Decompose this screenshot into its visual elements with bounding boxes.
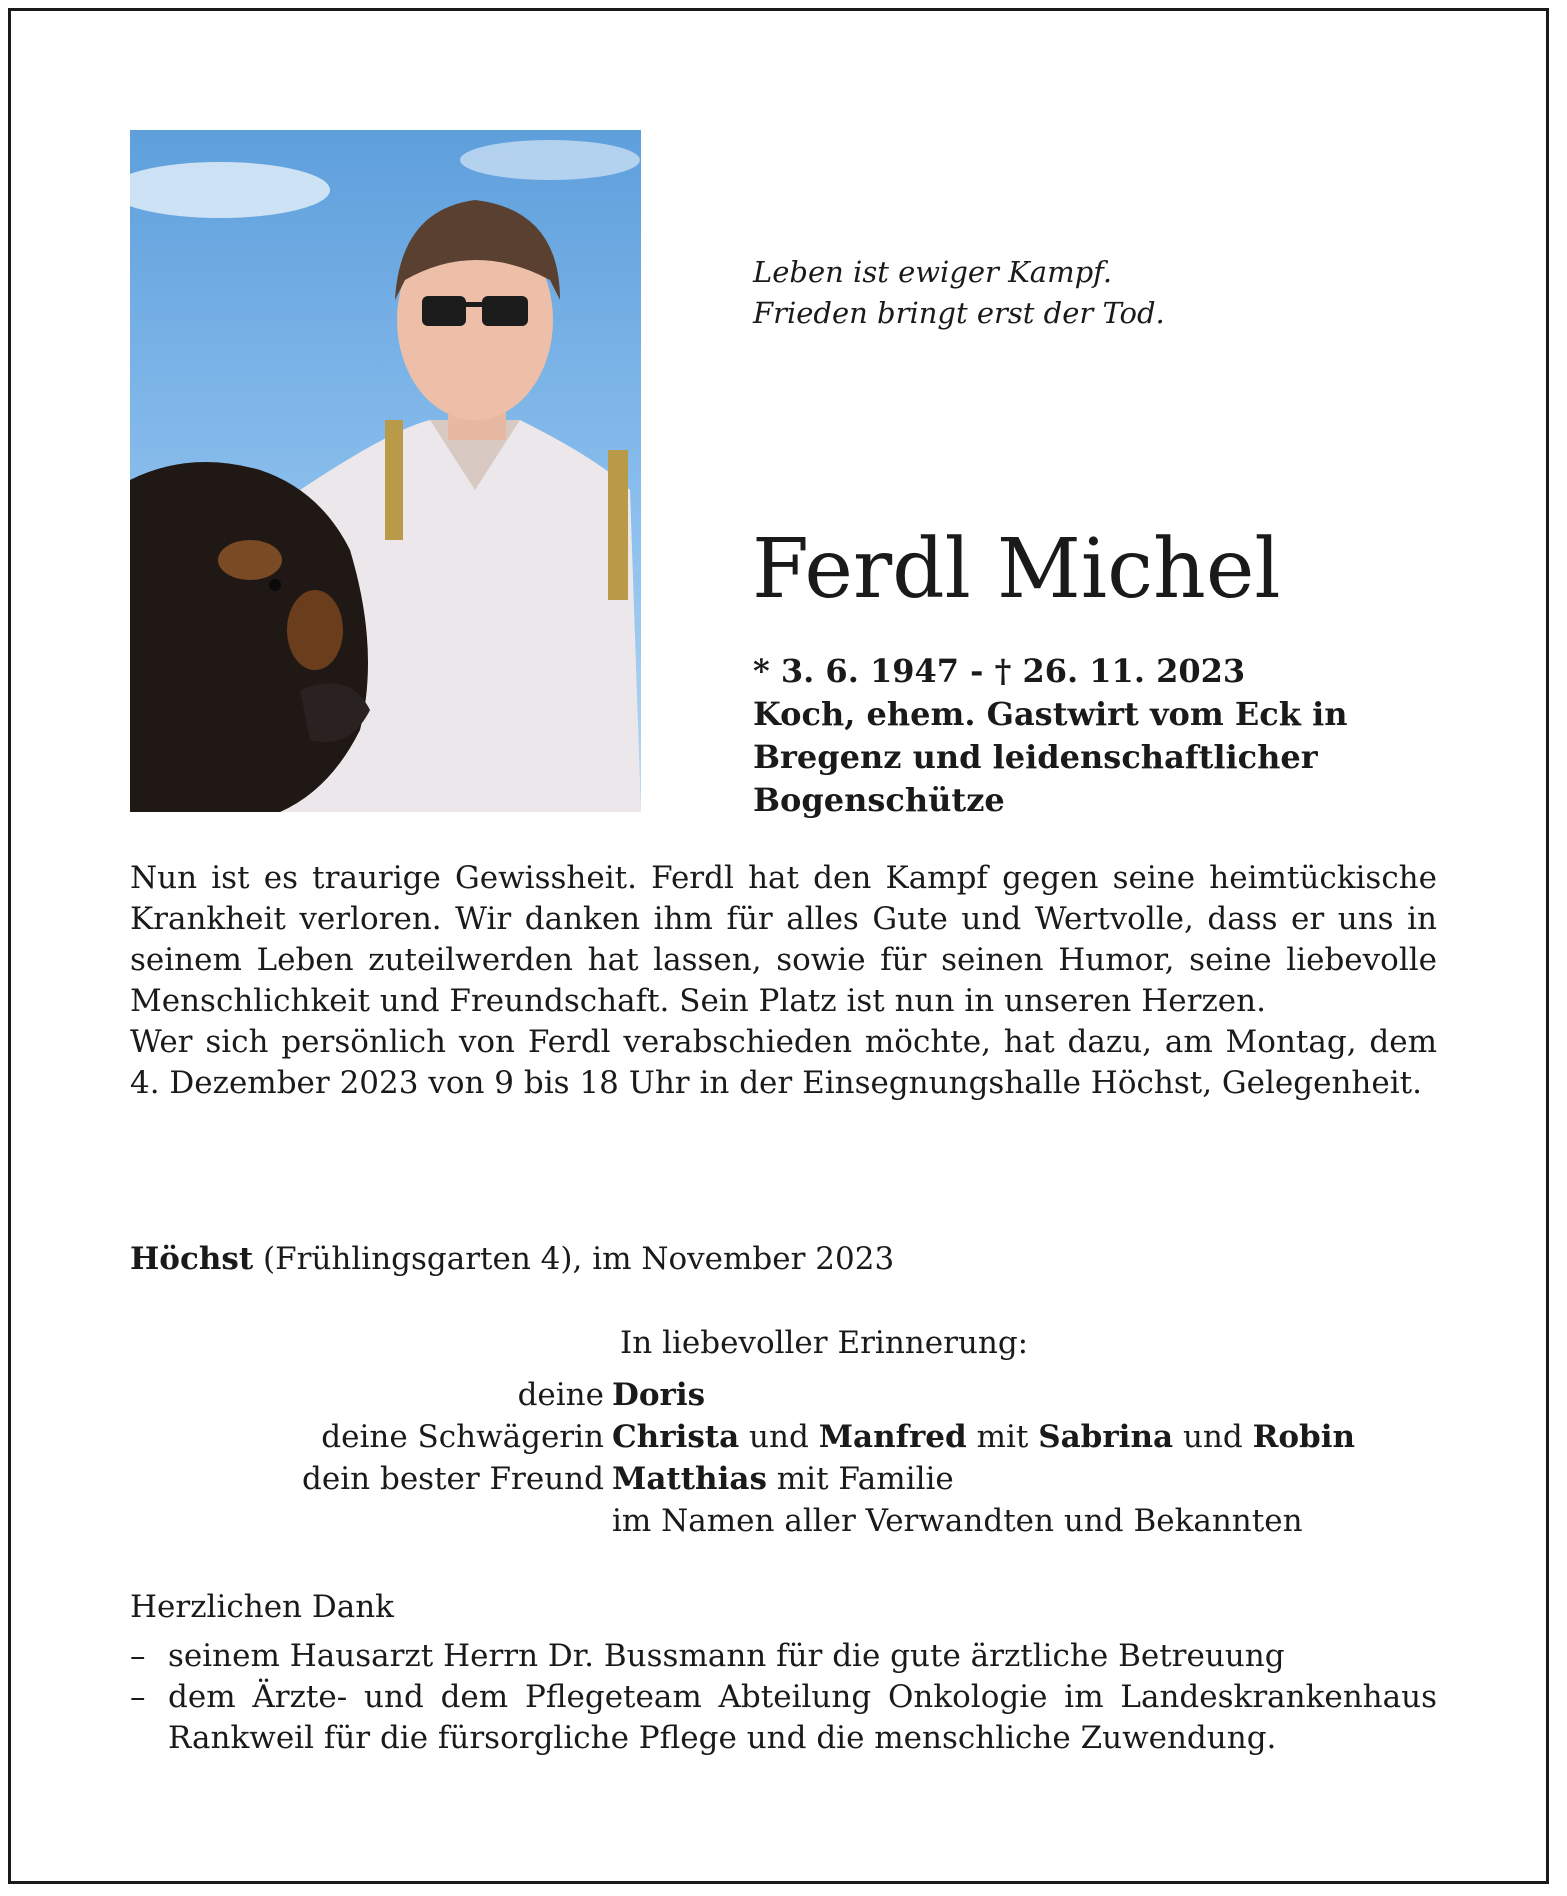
mourner-row	[130, 1458, 1460, 1500]
conjunction: mit	[976, 1419, 1029, 1455]
mourner-name: Matthias	[612, 1461, 767, 1497]
mourner-row	[130, 1416, 1460, 1458]
mourner-row	[130, 1500, 1460, 1542]
place-and-date	[130, 1238, 894, 1280]
mourner-suffix: mit Familie	[776, 1461, 954, 1497]
obituary-text	[130, 858, 1437, 1104]
mourner-name: Christa	[612, 1419, 740, 1455]
description-line-2: Bregenz und leidenschaftlicher	[753, 738, 1318, 776]
mourner-name: Doris	[612, 1377, 706, 1413]
mourners-list	[130, 1374, 1460, 1542]
mourner-closing: im Namen aller Verwandten und Bekannten	[612, 1503, 1303, 1539]
place-town: Höchst	[130, 1241, 254, 1277]
thanks-title: Herzlichen Dank	[130, 1589, 394, 1625]
epitaph-quote	[753, 252, 1453, 334]
thanks-item-text: dem Ärzte- und dem Pflegeteam Abteilung Onkologie im Landeskrankenhaus Rankweil für die fürsorgliche Pflege und die menschliche Zuwendung.	[168, 1679, 1437, 1756]
deceased-name: Ferdl Michel	[752, 522, 1281, 617]
dash-bullet: –	[130, 1679, 146, 1715]
deceased-info	[753, 650, 1473, 822]
body-paragraph-1: Nun ist es traurige Gewissheit. Ferdl hat den Kampf gegen seine heimtückische Krankheit verloren. Wir danken ihm für alles Gute und Wertvolle, dass er uns in seinem Leben zuteilwerden hat lassen, sowie für seinen Humor, seine liebevolle Menschlichkeit und Freundschaft. Sein Platz ist nun in unseren Herzen.	[130, 860, 1437, 1019]
quote-line-1: Leben ist ewiger Kampf.	[753, 255, 1113, 289]
mourner-name: Sabrina	[1038, 1419, 1174, 1455]
memory-title: In liebevoller Erinnerung:	[620, 1325, 1029, 1361]
portrait-man-with-dog-image	[130, 130, 641, 812]
life-dates: * 3. 6. 1947 - † 26. 11. 2023	[753, 652, 1246, 690]
mourner-name: Manfred	[818, 1419, 967, 1455]
mourner-relation: deine	[517, 1377, 604, 1413]
thanks-item	[130, 1636, 1437, 1677]
quote-line-2: Frieden bringt erst der Tod.	[753, 296, 1165, 330]
thanks-item	[130, 1677, 1437, 1759]
thanks-item-text: seinem Hausarzt Herrn Dr. Bussmann für die gute ärztliche Betreuung	[168, 1638, 1285, 1674]
place-rest: (Frühlingsgarten 4), im November 2023	[263, 1241, 895, 1277]
portrait-photo	[130, 130, 641, 812]
mourner-row	[130, 1374, 1460, 1416]
conjunction: und	[749, 1419, 809, 1455]
body-paragraph-2: Wer sich persönlich von Ferdl verabschieden möchte, hat dazu, am Montag, dem 4. Dezember 2023 von 9 bis 18 Uhr in der Einsegnungshalle Höchst, Gelegenheit.	[130, 1024, 1437, 1101]
conjunction: und	[1182, 1419, 1243, 1455]
mourner-name: Robin	[1252, 1419, 1356, 1455]
mourner-relation: deine Schwägerin	[321, 1419, 604, 1455]
description-line-1: Koch, ehem. Gastwirt vom Eck in	[753, 695, 1348, 733]
dash-bullet: –	[130, 1638, 146, 1674]
thanks-list	[130, 1636, 1437, 1759]
mourner-relation: dein bester Freund	[302, 1461, 604, 1497]
description-line-3: Bogenschütze	[753, 781, 1005, 819]
